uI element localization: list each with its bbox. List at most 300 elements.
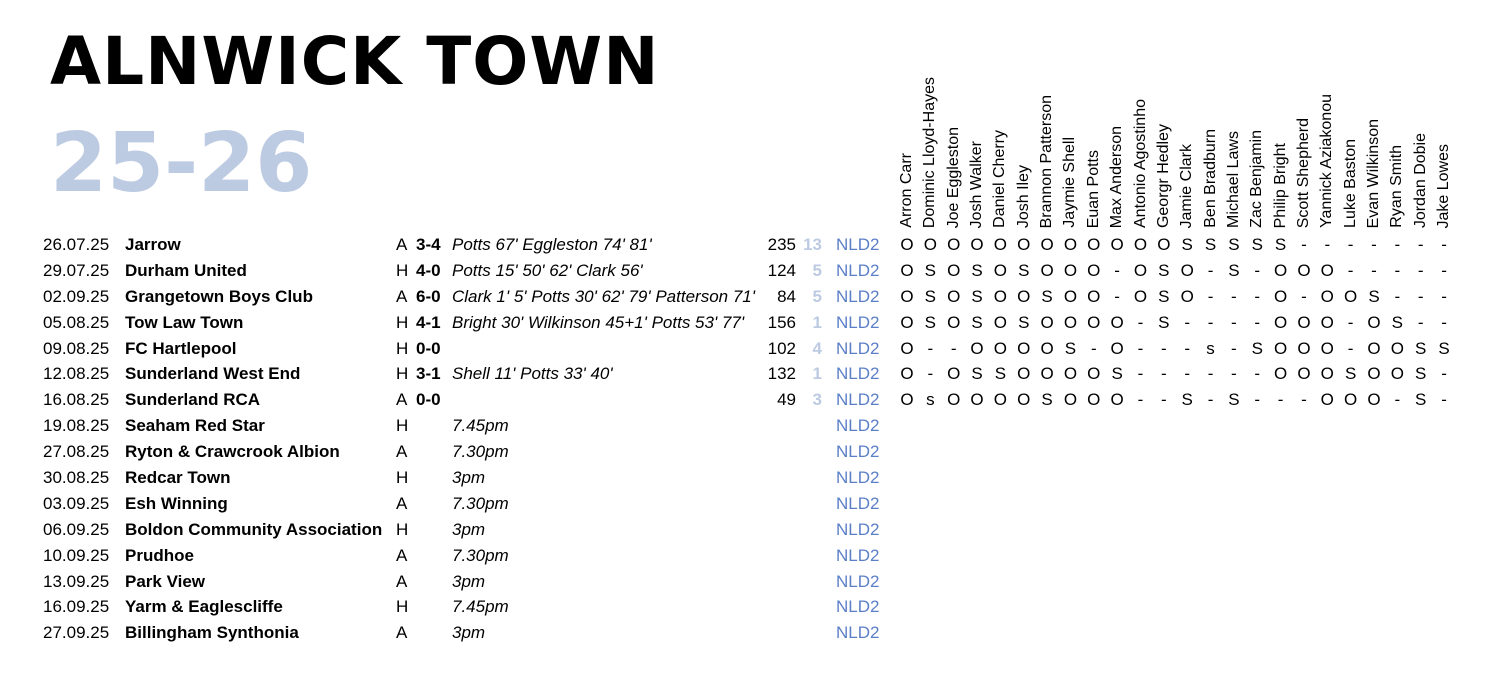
player-name: Jordan Dobie: [1411, 132, 1429, 228]
fixture-competition: NLD2: [836, 571, 880, 591]
fixture-info: 7.30pm: [452, 545, 509, 565]
player-name: Zac Benjamin: [1248, 130, 1266, 228]
appearance-cell: O: [1320, 364, 1334, 384]
appearance-cell: O: [1040, 364, 1054, 384]
player-name: Arron Carr: [898, 153, 915, 228]
fixture-info: Shell 11' Potts 33' 40': [452, 364, 613, 384]
appearance-cell: S: [1228, 390, 1240, 410]
appearance-cell: -: [927, 364, 934, 384]
fixture-opponent: Seaham Red Star: [125, 416, 265, 436]
appearance-cell: S: [971, 312, 983, 332]
appearance-cell: O: [947, 312, 961, 332]
fixture-attendance: 132: [767, 364, 796, 384]
appearance-cell: O: [1133, 286, 1148, 306]
fixture-competition: NLD2: [836, 235, 880, 254]
fixture-date: 16.08.25: [43, 390, 110, 410]
player-name: Philip Bright: [1271, 142, 1289, 228]
appearance-cell: -: [1090, 338, 1097, 358]
fixture-score: 6-0: [416, 286, 441, 306]
fixture-attendance: 84: [777, 286, 796, 306]
appearance-cell: O: [947, 390, 961, 410]
fixture-opponent: Tow Law Town: [125, 312, 244, 332]
fixture-competition: NLD2: [836, 286, 880, 306]
fixture-attendance: 156: [767, 312, 796, 332]
fixture-info: Potts 67' Eggleston 74' 81': [452, 235, 652, 254]
appearance-cell: O: [1390, 364, 1404, 384]
fixture-opponent: Boldon Community Association: [125, 519, 383, 539]
fixture-date: 19.08.25: [43, 416, 110, 436]
appearance-cell: -: [1114, 260, 1120, 280]
fixture-info: 3pm: [452, 519, 486, 539]
fixture-score: 3-1: [416, 364, 441, 384]
fixture-row: [0, 543, 1498, 569]
player-name: Dominic Lloyd-Hayes: [921, 76, 939, 228]
appearance-cell: O: [1017, 338, 1031, 358]
appearance-cell: O: [993, 235, 1007, 254]
fixture-info: Clark 1' 5' Potts 30' 62' 79' Patterson 71': [452, 286, 755, 306]
appearance-cell: S: [924, 286, 937, 306]
club-title: ALNWICK TOWN: [50, 23, 660, 100]
appearance-cell: -: [1231, 364, 1237, 384]
appearance-cell: O: [970, 390, 984, 410]
appearance-cell: O: [1087, 390, 1101, 410]
fixtures-table: [0, 232, 1498, 646]
player-name: Jake Lowes: [1435, 143, 1453, 228]
fixture-position: 5: [812, 260, 822, 280]
appearance-cell: O: [1297, 364, 1311, 384]
appearance-cell: S: [1274, 235, 1287, 254]
appearance-cell: O: [1180, 260, 1194, 280]
appearance-cell: S: [1181, 390, 1193, 410]
fixture-competition: NLD2: [836, 597, 880, 617]
appearance-cell: -: [950, 338, 957, 358]
appearance-cell: -: [1301, 235, 1307, 254]
appearance-cell: -: [1394, 260, 1401, 280]
appearance-cell: -: [1161, 338, 1167, 358]
appearance-cell: S: [1344, 364, 1357, 384]
fixture-row: [0, 620, 1498, 646]
appearance-cell: O: [1297, 260, 1311, 280]
player-name: Ryan Smith: [1388, 145, 1406, 228]
appearance-cell: -: [1137, 390, 1144, 410]
appearance-cell: O: [900, 390, 914, 410]
appearance-cell: S: [1204, 235, 1217, 254]
appearance-cell: -: [1441, 390, 1447, 410]
fixture-info: 3pm: [452, 623, 486, 643]
appearance-cell: O: [1063, 286, 1078, 306]
appearance-cell: -: [1394, 286, 1401, 306]
appearance-cell: O: [1087, 260, 1101, 280]
fixture-row: [0, 258, 1498, 284]
appearance-cell: S: [924, 260, 937, 280]
appearance-cell: O: [1063, 364, 1078, 384]
appearance-cell: -: [1161, 390, 1167, 410]
appearance-cell: O: [1320, 260, 1334, 280]
appearance-cell: -: [1254, 390, 1261, 410]
appearance-cell: S: [1415, 338, 1427, 358]
appearance-cell: -: [1347, 260, 1354, 280]
fixture-opponent: Redcar Town: [125, 468, 231, 488]
fixture-info: Bright 30' Wilkinson 45+1' Potts 53' 77': [452, 312, 745, 332]
fixture-venue: A: [396, 442, 408, 462]
appearance-cell: O: [900, 364, 914, 384]
fixture-info: 7.45pm: [452, 416, 509, 436]
fixture-venue: H: [396, 519, 409, 539]
appearance-cell: s: [926, 390, 935, 410]
appearance-cell: -: [1347, 312, 1354, 332]
fixture-date: 03.09.25: [43, 493, 110, 513]
fixture-opponent: Park View: [125, 571, 206, 591]
appearance-cell: O: [1017, 390, 1031, 410]
fixture-row: [0, 594, 1498, 620]
player-name: Brannon Patterson: [1038, 94, 1056, 228]
fixture-info: 3pm: [452, 468, 486, 488]
player-name: Josh Walker: [968, 140, 986, 228]
appearance-cell: O: [1110, 390, 1124, 410]
fixture-position: 4: [812, 338, 822, 358]
appearance-cell: O: [1087, 364, 1101, 384]
player-name: Evan Wilkinson: [1365, 118, 1382, 228]
fixture-venue: H: [396, 312, 409, 332]
fixture-venue: A: [396, 571, 408, 591]
player-name: Ben Bradburn: [1201, 129, 1219, 228]
fixture-row: [0, 310, 1498, 336]
fixture-score: 0-0: [416, 390, 441, 410]
appearance-cell: -: [1441, 286, 1447, 306]
appearance-cell: O: [1087, 312, 1101, 332]
fixture-info: 7.30pm: [452, 442, 509, 462]
fixture-date: 09.08.25: [43, 338, 110, 358]
fixture-row: [0, 491, 1498, 517]
fixture-competition: NLD2: [836, 519, 880, 539]
appearance-cell: O: [993, 338, 1007, 358]
fixture-position: 13: [803, 235, 822, 254]
appearance-cell: O: [1273, 312, 1288, 332]
appearance-cell: O: [1110, 338, 1124, 358]
player-name: Jamie Clark: [1178, 143, 1196, 228]
appearance-cell: O: [1017, 286, 1031, 306]
fixture-date: 12.08.25: [43, 364, 110, 384]
appearance-cell: O: [1157, 235, 1171, 254]
appearance-cell: S: [1228, 260, 1240, 280]
appearance-cell: O: [1087, 286, 1101, 306]
fixture-venue: H: [396, 468, 409, 488]
appearance-cell: O: [1040, 235, 1054, 254]
player-name: Jaymie Shell: [1061, 137, 1079, 228]
fixture-competition: NLD2: [836, 260, 880, 280]
appearance-cell: O: [1040, 338, 1054, 358]
appearance-cell: O: [1063, 260, 1078, 280]
appearance-cell: S: [1391, 312, 1404, 332]
fixture-competition: NLD2: [836, 623, 880, 643]
fixture-competition: NLD2: [836, 416, 880, 436]
appearance-cell: -: [1324, 235, 1331, 254]
appearance-cell: -: [1184, 338, 1191, 358]
appearance-cell: -: [1137, 364, 1144, 384]
appearance-cell: -: [1371, 260, 1377, 280]
appearance-cell: O: [1017, 235, 1031, 254]
fixture-venue: A: [396, 545, 408, 565]
player-name: Georgr Hedley: [1154, 123, 1172, 228]
fixture-row: [0, 569, 1498, 595]
appearance-cell: O: [923, 235, 937, 254]
fixture-date: 29.07.25: [43, 260, 110, 280]
fixture-info: 7.45pm: [452, 597, 509, 617]
appearance-cell: -: [1417, 235, 1424, 254]
appearance-cell: -: [1417, 260, 1424, 280]
appearance-cell: S: [924, 312, 937, 332]
appearance-cell: S: [1251, 235, 1263, 254]
fixture-competition: NLD2: [836, 545, 880, 565]
appearance-cell: -: [1394, 390, 1401, 410]
fixture-competition: NLD2: [836, 442, 880, 462]
appearance-cell: -: [1231, 338, 1237, 358]
appearance-cell: O: [1367, 390, 1381, 410]
fixture-row: [0, 284, 1498, 310]
player-name: Daniel Cherry: [991, 130, 1009, 228]
fixture-score: 0-0: [416, 338, 441, 358]
appearance-cell: -: [1441, 364, 1447, 384]
appearance-cell: -: [1137, 338, 1144, 358]
appearance-cell: O: [1297, 338, 1311, 358]
player-name: Max Anderson: [1108, 125, 1126, 228]
fixture-info: 7.30pm: [452, 493, 509, 513]
appearance-cell: -: [1441, 312, 1447, 332]
fixture-row: [0, 336, 1498, 362]
appearance-cell: O: [993, 286, 1007, 306]
appearance-cell: -: [1137, 312, 1144, 332]
fixture-opponent: Grangetown Boys Club: [125, 286, 313, 306]
fixture-position: 5: [812, 286, 822, 306]
appearance-cell: O: [993, 260, 1007, 280]
fixture-position: 1: [812, 312, 822, 332]
appearance-cell: -: [1207, 364, 1214, 384]
appearance-cell: O: [947, 260, 961, 280]
fixture-opponent: Sunderland RCA: [125, 390, 261, 410]
fixture-date: 06.09.25: [43, 519, 110, 539]
appearance-cell: S: [1181, 235, 1193, 254]
appearance-cell: -: [1394, 235, 1401, 254]
appearance-cell: O: [1133, 235, 1148, 254]
appearance-cell: S: [1438, 338, 1450, 358]
fixture-position: 1: [812, 364, 822, 384]
fixture-row: [0, 232, 1498, 258]
fixture-info: 3pm: [452, 571, 486, 591]
appearance-cell: O: [947, 286, 961, 306]
appearance-cell: S: [1158, 260, 1170, 280]
appearance-cell: O: [900, 260, 914, 280]
appearance-cell: S: [1018, 260, 1030, 280]
player-name: Antonio Agostinho: [1131, 99, 1149, 228]
fixture-date: 02.09.25: [43, 286, 110, 306]
appearance-cell: O: [1320, 312, 1334, 332]
appearance-cell: S: [1368, 286, 1380, 306]
fixture-venue: H: [396, 597, 409, 617]
fixture-score: 3-4: [416, 235, 441, 254]
appearance-cell: O: [1367, 364, 1381, 384]
fixture-date: 05.08.25: [43, 312, 110, 332]
appearance-cell: -: [1254, 286, 1261, 306]
fixture-venue: H: [396, 416, 409, 436]
appearance-cell: O: [970, 338, 984, 358]
appearance-cell: O: [1133, 260, 1148, 280]
player-name: Joe Eggleston: [944, 126, 962, 228]
fixture-venue: A: [396, 493, 408, 513]
fixture-row: [0, 413, 1498, 439]
appearance-cell: -: [1161, 364, 1167, 384]
appearance-cell: -: [1441, 260, 1447, 280]
fixture-opponent: Durham United: [125, 260, 247, 280]
fixture-opponent: FC Hartlepool: [125, 338, 237, 358]
fixture-competition: NLD2: [836, 338, 880, 358]
appearance-cell: S: [1041, 390, 1053, 410]
fixture-opponent: Esh Winning: [125, 493, 228, 513]
appearance-cell: -: [1417, 286, 1424, 306]
fixture-opponent: Billingham Synthonia: [125, 623, 299, 643]
player-name: Scott Shepherd: [1294, 117, 1312, 228]
fixture-venue: H: [396, 338, 409, 358]
appearance-cell: S: [1415, 390, 1427, 410]
fixture-date: 13.09.25: [43, 571, 110, 591]
appearance-cell: -: [1277, 390, 1284, 410]
fixture-competition: NLD2: [836, 312, 880, 332]
fixture-venue: A: [396, 286, 408, 306]
appearance-cell: O: [1110, 312, 1124, 332]
fixture-attendance: 102: [767, 338, 796, 358]
player-name: Yannick Aziakonou: [1318, 93, 1336, 228]
fixture-date: 16.09.25: [43, 597, 110, 617]
appearance-cell: -: [1417, 312, 1424, 332]
fixture-score: 4-1: [416, 312, 441, 332]
appearance-cell: -: [927, 338, 934, 358]
fixture-opponent: Sunderland West End: [125, 364, 301, 384]
fixture-opponent: Yarm & Eaglescliffe: [125, 597, 283, 617]
season-label: 25-26: [50, 116, 313, 211]
appearance-cell: O: [1180, 286, 1194, 306]
fixture-date: 27.09.25: [43, 623, 110, 643]
appearance-cell: O: [900, 235, 914, 254]
fixture-opponent: Prudhoe: [125, 545, 194, 565]
appearance-cell: O: [900, 338, 914, 358]
fixture-row: [0, 387, 1498, 413]
fixture-venue: A: [396, 390, 408, 410]
appearance-cell: O: [900, 312, 914, 332]
fixture-row: [0, 465, 1498, 491]
appearance-cell: -: [1254, 364, 1261, 384]
appearance-cell: O: [1390, 338, 1404, 358]
fixture-competition: NLD2: [836, 468, 880, 488]
appearance-cell: -: [1207, 312, 1214, 332]
fixture-row: [0, 517, 1498, 543]
appearance-cell: O: [1273, 338, 1288, 358]
player-header: [0, 0, 1498, 234]
player-name: Josh Iley: [1014, 164, 1032, 228]
appearance-cell: O: [1367, 338, 1381, 358]
fixture-row: [0, 361, 1498, 387]
appearance-cell: O: [1017, 364, 1031, 384]
appearance-cell: O: [1344, 286, 1358, 306]
fixture-attendance: 49: [777, 390, 796, 410]
appearance-cell: -: [1254, 312, 1261, 332]
appearance-cell: O: [1040, 312, 1054, 332]
appearance-cell: -: [1371, 235, 1377, 254]
appearance-cell: -: [1231, 286, 1237, 306]
fixture-attendance: 235: [767, 235, 796, 254]
appearance-cell: O: [1063, 390, 1078, 410]
appearance-cell: -: [1207, 390, 1214, 410]
appearance-cell: O: [1087, 235, 1101, 254]
appearance-cell: O: [970, 235, 984, 254]
fixture-attendance: 124: [767, 260, 796, 280]
appearance-cell: O: [1367, 312, 1381, 332]
appearance-cell: -: [1301, 286, 1307, 306]
fixture-venue: H: [396, 364, 409, 384]
appearance-cell: O: [1344, 390, 1358, 410]
fixture-date: 30.08.25: [43, 468, 110, 488]
player-name: Luke Baston: [1341, 139, 1359, 228]
fixture-venue: H: [396, 260, 409, 280]
appearance-cell: O: [947, 364, 961, 384]
appearance-cell: -: [1114, 286, 1120, 306]
appearance-cell: S: [1158, 312, 1170, 332]
appearance-cell: S: [1158, 286, 1170, 306]
appearance-cell: O: [1297, 312, 1311, 332]
fixture-date: 10.09.25: [43, 545, 110, 565]
appearance-cell: S: [1111, 364, 1123, 384]
appearance-cell: -: [1347, 338, 1354, 358]
appearance-cell: O: [993, 312, 1007, 332]
appearance-cell: S: [1041, 286, 1053, 306]
fixture-row: [0, 439, 1498, 465]
fixture-venue: A: [396, 623, 408, 643]
appearance-cell: s: [1206, 338, 1215, 358]
appearance-cell: S: [1415, 364, 1427, 384]
appearance-cell: O: [1110, 235, 1124, 254]
appearance-cell: -: [1207, 260, 1214, 280]
appearance-cell: O: [1273, 364, 1288, 384]
appearance-cell: -: [1441, 235, 1447, 254]
appearance-cell: S: [1064, 338, 1077, 358]
player-name: Michael Laws: [1224, 131, 1242, 228]
appearance-cell: -: [1301, 390, 1307, 410]
fixture-opponent: Ryton & Crawcrook Albion: [125, 442, 340, 462]
appearance-cell: O: [1273, 286, 1288, 306]
appearance-cell: O: [993, 390, 1007, 410]
appearance-cell: O: [1320, 390, 1334, 410]
appearance-cell: S: [994, 364, 1007, 384]
appearance-cell: O: [900, 286, 914, 306]
appearance-cell: S: [971, 286, 983, 306]
appearance-cell: S: [971, 260, 983, 280]
appearance-cell: O: [947, 235, 961, 254]
appearance-cell: -: [1207, 286, 1214, 306]
fixture-position: 3: [812, 390, 822, 410]
appearance-cell: O: [1320, 338, 1334, 358]
appearance-cell: O: [1063, 235, 1078, 254]
fixture-date: 26.07.25: [43, 235, 110, 254]
appearance-cell: -: [1231, 312, 1237, 332]
fixture-venue: A: [396, 235, 408, 254]
appearance-cell: O: [1040, 260, 1054, 280]
fixture-date: 27.08.25: [43, 442, 110, 462]
appearance-cell: -: [1184, 364, 1191, 384]
appearance-cell: -: [1347, 235, 1354, 254]
player-name: Euan Potts: [1084, 149, 1102, 228]
appearance-cell: O: [1320, 286, 1334, 306]
fixture-opponent: Jarrow: [125, 235, 181, 254]
fixture-competition: NLD2: [836, 364, 880, 384]
appearance-cell: O: [1273, 260, 1288, 280]
